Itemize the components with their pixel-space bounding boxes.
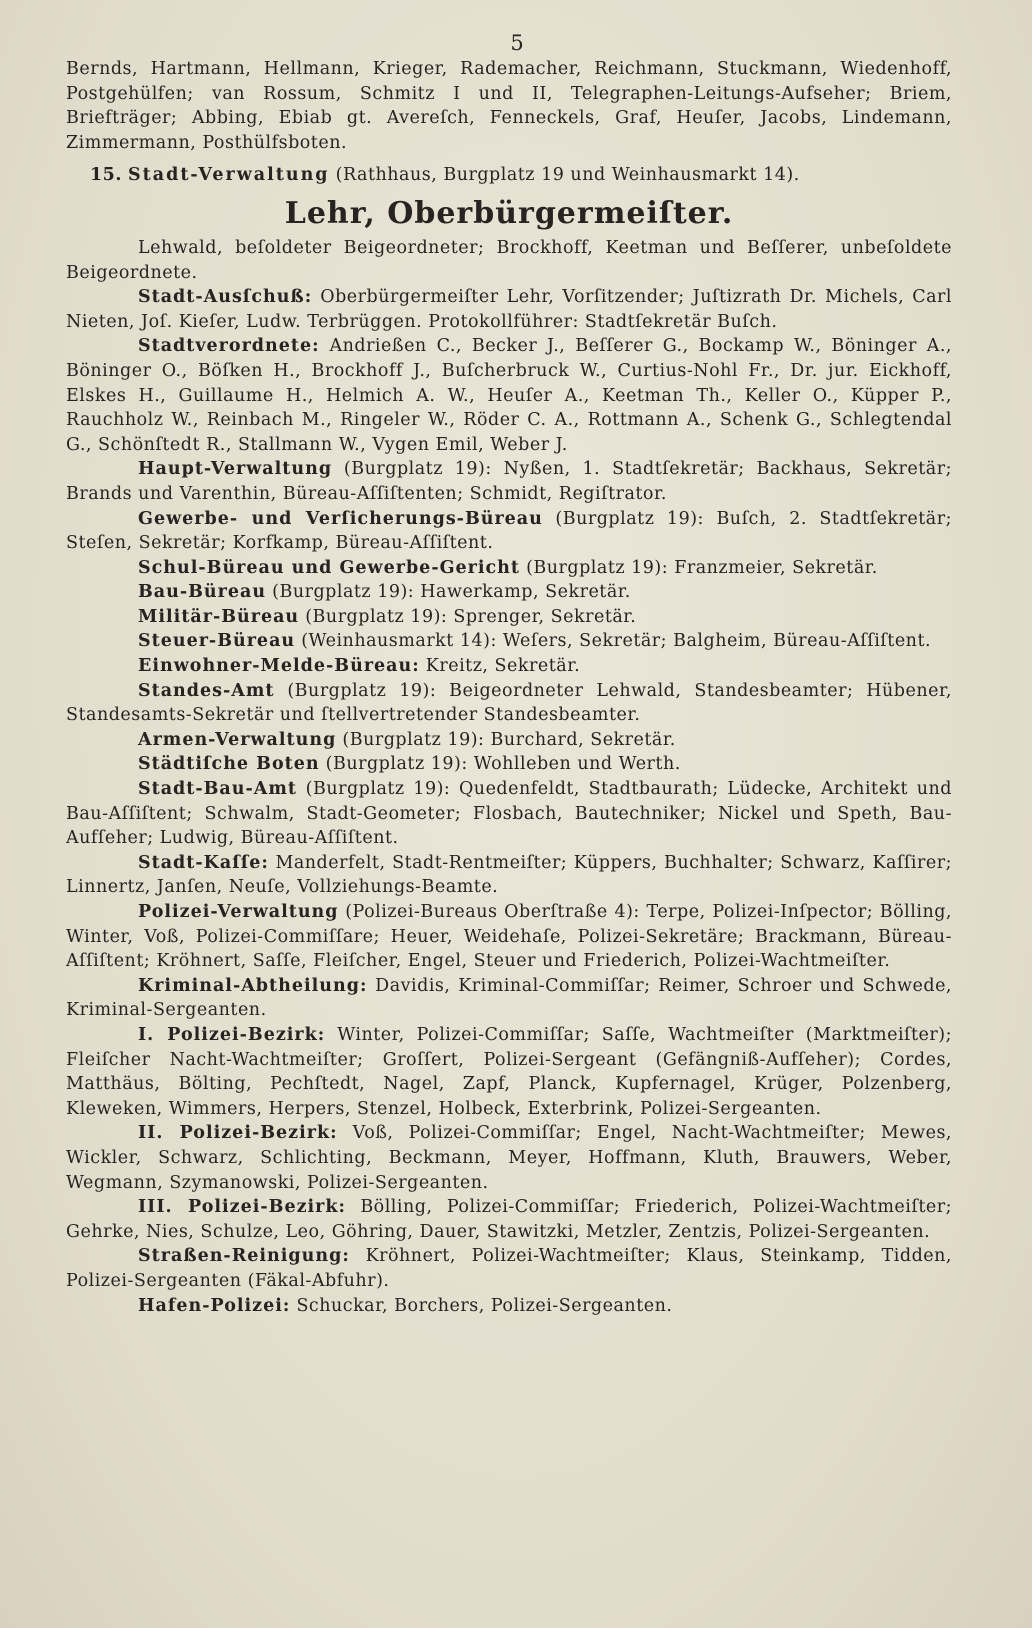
entry-city-messengers (66, 752, 952, 777)
entry-heading: Stadt-Bau-Amt (138, 779, 297, 800)
entry-harbour-police (66, 1294, 952, 1319)
entry-text: (Burgplatz 19): Franzmeier, Sekretär. (526, 557, 878, 578)
entry-heading: Gewerbe- und Verſicherungs-Büreau (138, 508, 543, 529)
entry-text: Davidis, Kriminal-Commiſſar; Reimer, Schroer und Schwede, Kriminal-Sergeanten. (66, 975, 952, 1021)
entry-heading: Städtiſche Boten (138, 754, 320, 775)
entry-city-councillors (66, 334, 952, 457)
entry-text: (Burgplatz 19): Buſch, 2. Stadtſekretär; Steſen, Sekretär; Korfkamp, Büreau-Aſſiſtent. (66, 508, 952, 554)
entry-heading: III. Polizei-Bezirk: (138, 1197, 346, 1218)
entry-heading: Militär-Büreau (138, 606, 300, 627)
page-number: 5 (510, 31, 524, 55)
entry-police-district-3 (66, 1195, 952, 1244)
entry-text: (Burgplatz 19): Quedenfeldt, Stadtbaurath; Lüdecke, Architekt und Bau-Aſſiſtent; Schwalm, Stadt-Geometer; Flosbach, Bautechniker; Nickel und Speth, Bau-Aufſeher; Ludwig, Büreau-Aſſiſtent. (66, 779, 952, 849)
entry-heading: Hafen-Polizei: (138, 1295, 291, 1316)
entry-heading: Schul-Büreau und Gewerbe-Gericht (138, 557, 520, 578)
entry-school-office (66, 556, 952, 581)
entry-building-office (66, 580, 952, 605)
entry-text: Andrießen C., Becker J., Beſſerer G., Bockamp W., Böninger A., Böninger O., Böſken H., Brockhoff J., Buſcherbruck W., Curtius-Nohl Fr., Dr. jur. Eickhoff, Elskes H., Guillaume H., Helmich A. W., Heuſer A., Keetman Th., Keller O., Küpper P., Rauchholz W., Reinbach M., Ringeler W., Röder C. A., Rottmann A., Schenk G., Schlegtendal G., Schönſtedt R., Stallmann W., Vygen Emil, Weber J. (66, 336, 952, 455)
entry-registry-office (66, 679, 952, 728)
entry-police-district-2 (66, 1121, 952, 1195)
entry-text: Lehwald, beſoldeter Beigeordneter; Brockhoff, Keetman und Beſſerer, unbeſoldete Beigeordnete. (66, 237, 952, 283)
entry-police-administration (66, 900, 952, 974)
entry-heading: Einwohner-Melde-Büreau: (138, 656, 420, 677)
intro-paragraph: Bernds, Hartmann, Hellmann, Krieger, Rademacher, Reichmann, Stuckmann, Wiedenhoff, Postgehülfen; van Rossum, Schmitz I und II, Telegraphen-Leitungs-Aufseher; Briem, Briefträger; Abbing, Ebiab gt. Avereſch, Fenneckels, Graf, Heuſer, Jacobs, Lindemann, Zimmermann, Posthülfsboten. (66, 59, 952, 153)
entry-text: (Burgplatz 19): Beigeordneter Lehwald, Standesbeamter; Hübener, Standesamts-Sekretär und ſtellvertretender Standesbeamter. (66, 680, 952, 726)
entry-text: Schuckar, Borchers, Polizei-Sergeanten. (296, 1295, 673, 1316)
section-heading (66, 163, 952, 188)
entry-text: Oberbürgermeiſter Lehr, Vorſitzender; Juſtizrath Dr. Michels, Carl Nieten, Joſ. Kieſer, Ludw. Terbrüggen. Protokollführer: Stadtſekretär Buſch. (66, 287, 952, 332)
section-number: 15. (90, 165, 122, 186)
entry-text: (Polizei-Bureaus Oberſtraße 4): Terpe, Polizei-Inſpector; Bölling, Winter, Voß, Polizei-Commiſſare; Heuer, Weidehaſe, Polizei-Sekretäre; Brackmann, Büreau-Aſſiſtent; Kröhnert, Saſſe, Fleiſcher, Engel, Steuer und Friederich, Polizei-Wachtmeiſter. (66, 902, 952, 972)
entry-text: Voß, Polizei-Commiſſar; Engel, Nacht-Wachtmeiſter; Mewes, Wickler, Schwarz, Schlichting, Beckmann, Meyer, Hoffmann, Kluth, Brauwers, Weber, Wegmann, Szymanowski, Polizei-Sergeanten. (66, 1123, 952, 1193)
entry-trade-insurance-office (66, 507, 952, 556)
entry-heading: Stadt-Ausſchuß: (138, 287, 313, 308)
entry-text: (Burgplatz 19): Burchard, Sekretär. (342, 729, 676, 750)
entry-text: (Weinhausmarkt 14): Weſers, Sekretär; Balgheim, Büreau-Aſſiſtent. (301, 631, 932, 652)
entry-heading: Standes-Amt (138, 680, 275, 701)
section-location: (Rathhaus, Burgplatz 19 und Weinhausmarkt 14). (335, 165, 800, 186)
entry-heading: Haupt-Verwaltung (138, 459, 333, 480)
entry-text: (Burgplatz 19): Wohlleben und Werth. (325, 754, 681, 775)
entry-heading: II. Polizei-Bezirk: (138, 1123, 338, 1144)
entry-deputies (66, 236, 952, 285)
entry-heading: Bau-Büreau (138, 582, 267, 603)
entry-poor-relief (66, 728, 952, 753)
entry-heading: Polizei-Verwaltung (138, 902, 339, 922)
entry-criminal-department (66, 974, 952, 1023)
entry-city-treasury (66, 851, 952, 900)
entry-text: Winter, Polizei-Commiſſar; Saſſe, Wachtmeiſter (Marktmeiſter); Fleiſcher Nacht-Wachtmeiſter; Groſſert, Polizei-Sergeant (Gefängniß-Aufſeher); Cordes, Matthäus, Bölting, Pechſtedt, Nagel, Zapf, Planck, Kupfernagel, Krüger, Polzenberg, Kleweken, Wimmers, Herpers, Stenzel, Holbeck, Exterbrink, Polizei-Sergeanten. (66, 1024, 952, 1119)
entry-heading: Armen-Verwaltung (138, 729, 337, 750)
entry-text: Bölling, Polizei-Commiſſar; Friederich, Polizei-Wachtmeiſter; Gehrke, Nies, Schulze, Leo, Göhring, Dauer, Stawitzki, Metzler, Zentzis, Polizei-Sergeanten. (66, 1197, 952, 1242)
entry-text: Kröhnert, Polizei-Wachtmeiſter; Klaus, Steinkamp, Tidden, Polizei-Sergeanten (Fäkal-Abfuhr). (66, 1246, 952, 1291)
entry-heading: Stadtverordnete: (138, 336, 320, 357)
entry-heading: I. Polizei-Bezirk: (138, 1024, 326, 1045)
entry-text: (Burgplatz 19): Nyßen, 1. Stadtſekretär; Backhaus, Sekretär; Brands und Varenthin, Büreau-Aſſiſtenten; Schmidt, Regiſtrator. (66, 459, 952, 504)
entry-police-district-1 (66, 1023, 952, 1121)
entry-heading: Stadt-Kaſſe: (138, 852, 269, 873)
entry-tax-office (66, 629, 952, 654)
entry-text: Manderfelt, Stadt-Rentmeiſter; Küppers, Buchhalter; Schwarz, Kaſſirer; Linnertz, Janſen, Neuſe, Vollziehungs-Beamte. (66, 852, 952, 898)
entry-heading: Steuer-Büreau (138, 631, 296, 652)
entry-text: (Burgplatz 19): Sprenger, Sekretär. (305, 606, 637, 627)
entry-heading: Kriminal-Abtheilung: (138, 975, 368, 996)
entry-text: Kreitz, Sekretär. (425, 656, 581, 677)
entry-street-cleaning (66, 1244, 952, 1293)
entry-city-committee (66, 285, 952, 334)
entry-city-building-department (66, 777, 952, 851)
entry-registration-office (66, 654, 952, 679)
mayor-heading: Lehr, Oberbürgermeiſter. (284, 195, 734, 231)
entry-heading: Straßen-Reinigung: (138, 1246, 350, 1267)
entry-main-administration (66, 457, 952, 506)
entry-text: (Burgplatz 19): Hawerkamp, Sekretär. (272, 582, 631, 603)
section-title: Stadt-Verwaltung (128, 165, 330, 186)
entry-military-office (66, 605, 952, 630)
